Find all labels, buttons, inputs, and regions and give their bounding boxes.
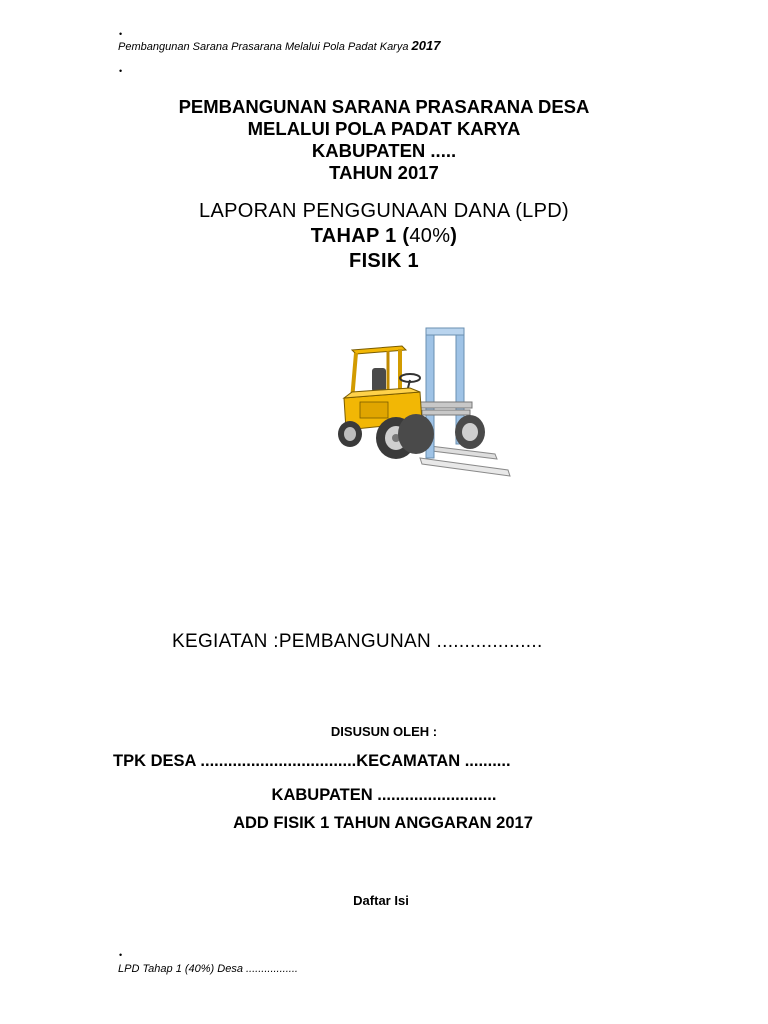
bullet-mark: • (119, 950, 123, 960)
report-stage: TAHAP 1 ( (310, 225, 410, 247)
report-line-2 (0, 224, 768, 249)
title-line-1: PEMBANGUNAN SARANA PRASARANA DESA (178, 96, 590, 117)
report-line-1: LAPORAN PENGGUNAAN DANA (LPD) (199, 200, 569, 222)
toc-heading: Daftar Isi (353, 893, 409, 908)
title-line-2: MELALUI POLA PADAT KARYA (247, 118, 521, 139)
prepared-by-label: DISUSUN OLEH : (330, 724, 438, 739)
title-line-3: KABUPATEN ..... (311, 140, 457, 161)
header-text: Pembangunan Sarana Prasarana Melalui Pola Padat Karya (118, 41, 409, 53)
bullet-mark: • (119, 29, 123, 39)
add-line: ADD FISIK 1 TAHUN ANGGARAN 2017 (233, 814, 533, 832)
report-title (0, 199, 768, 274)
page-header (118, 38, 440, 53)
forklift-icon (330, 318, 520, 483)
page-footer: LPD Tahap 1 (40%) Desa ................. (118, 963, 298, 975)
tpk-line: TPK DESA ..................................KECAMATAN .......... (113, 752, 511, 770)
report-percent: 40% (409, 225, 451, 247)
kegiatan-line: KEGIATAN :PEMBANGUNAN ................... (172, 631, 543, 652)
report-line-3: FISIK 1 (349, 250, 419, 272)
header-year: 2017 (411, 38, 441, 53)
document-title (0, 96, 768, 184)
bullet-mark: • (119, 66, 123, 76)
title-line-4: TAHUN 2017 (329, 162, 439, 183)
kabupaten-line: KABUPATEN .......................... (271, 786, 497, 804)
report-stage-close: ) (450, 225, 458, 247)
